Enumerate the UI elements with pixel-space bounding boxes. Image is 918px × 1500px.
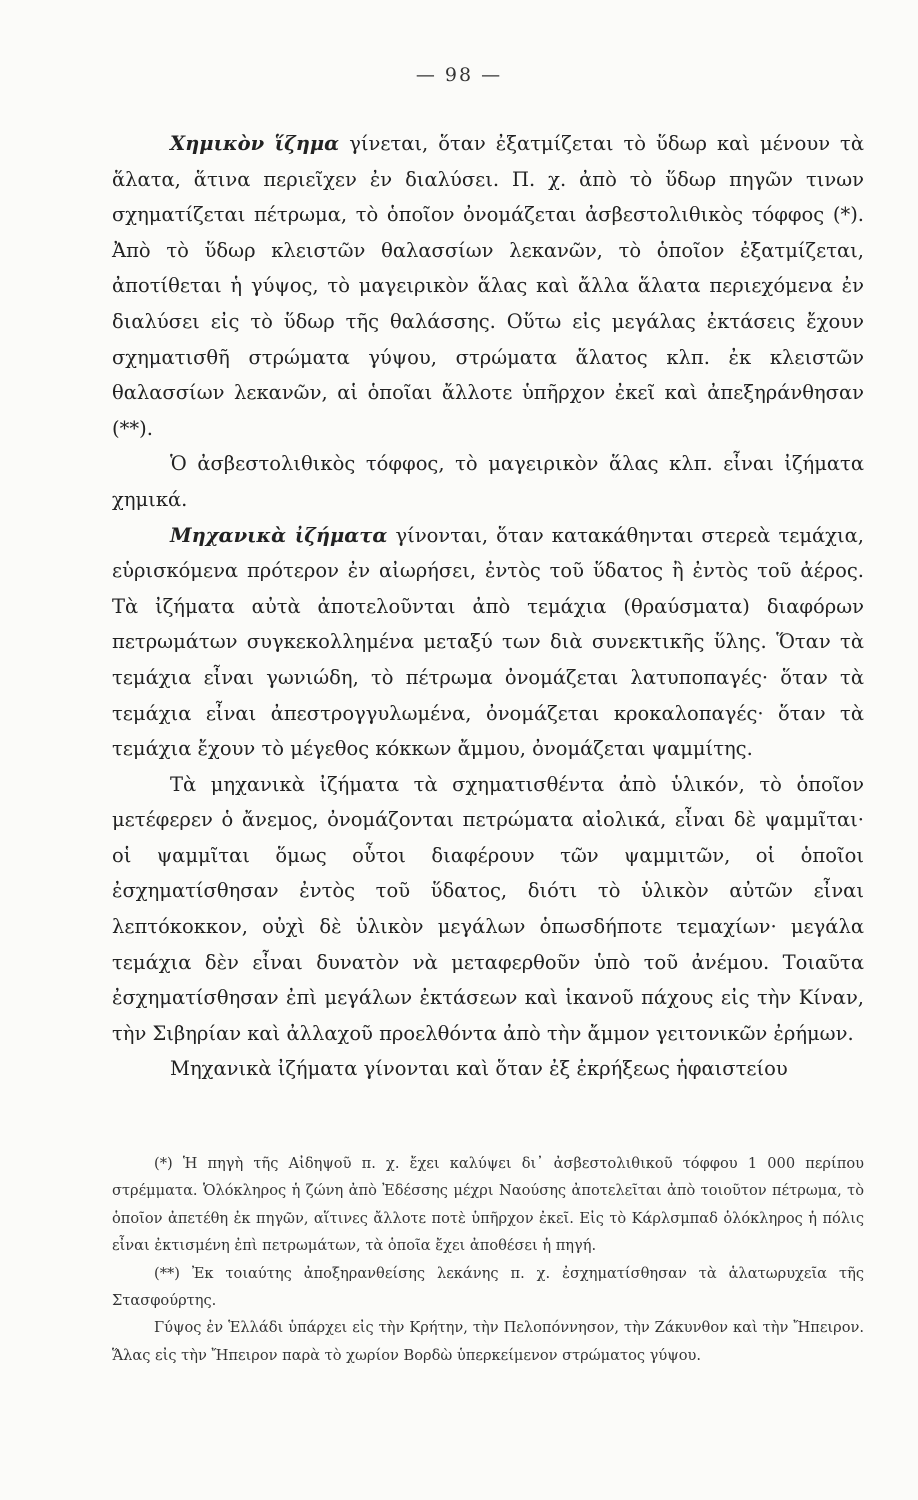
paragraph-chemical-sediment xyxy=(112,126,864,446)
paragraph-text: Ὁ ἀσβεστολιθικὸς τόφφος, τὸ μαγειρικὸν ἅλας κλπ. εἶναι ἰζήματα χημικά. xyxy=(112,452,864,511)
paragraph-text: Τὰ μηχανικὰ ἰζήματα τὰ σχηματισθέντα ἀπὸ ὑλικόν, τὸ ὁποῖον μετέφερεν ὁ ἄνεμος, ὀνομάζονται πετρώματα αἰολικά, εἶναι δὲ ψαμμῖται· οἱ ψαμμῖται ὅμως οὗτοι διαφέρουν τῶν ψαμμιτῶν, οἱ ὁποῖοι ἐσχηματίσθησαν ἐντὸς τοῦ ὕδατος, διότι τὸ ὑλικὸν αὐτῶν εἶναι λεπτόκοκκον, οὐχὶ δὲ ὑλικὸν μεγάλων ὁπωσδήποτε τεμαχίων· μεγάλα τεμάχια δὲν εἶναι δυνατὸν νὰ μεταφερθοῦν ὑπὸ τοῦ ἀνέμου. Τοιαῦτα ἐσχηματίσθησαν ἐπὶ μεγάλων ἐκτάσεων καὶ ἱκανοῦ πάχους εἰς τὴν Κίναν, τὴν Σιβηρίαν καὶ ἀλλαχοῦ προελθόντα ἀπὸ τὴν ἄμμον γειτονικῶν ἐρήμων. xyxy=(112,772,864,1045)
paragraph-mechanical-sediment xyxy=(112,518,864,767)
term-mechanical-sediment: Μηχανικὰ ἰζήματα xyxy=(170,523,388,547)
paragraph-aeolian-sediment xyxy=(112,767,864,1052)
paragraph-text: Μηχανικὰ ἰζήματα γίνονται καὶ ὅταν ἐξ ἐκρήξεως ἡφαιστείου xyxy=(170,1057,788,1081)
footnotes xyxy=(112,1150,864,1369)
footnote-3: Γύψος ἐν Ἑλλάδι ὑπάρχει εἰς τὴν Κρήτην, τὴν Πελοπόννησον, τὴν Ζάκυνθον καὶ τὴν Ἤπειρον. Ἅλας εἰς τὴν Ἤπειρον παρὰ τὸ χωρίον Βορδὼ ὑπερκείμενον στρώματος γύψου. xyxy=(112,1319,864,1364)
paragraph-volcanic-sediment xyxy=(112,1051,864,1087)
term-chemical-sediment: Χημικὸν ἵζημα xyxy=(170,132,340,155)
body-text xyxy=(112,126,864,1087)
paragraph-text: γίνονται, ὅταν κατακάθηνται στερεὰ τεμάχια, εὑρισκόμενα πρότερον ἐν αἰωρήσει, ἐντὸς τοῦ ὕδατος ἢ ἐντὸς τοῦ ἀέρος. Τὰ ἰζήματα αὐτὰ ἀποτελοῦνται ἀπὸ τεμάχια (θραύσματα) διαφόρων πετρωμάτων συγκεκολλημένα μεταξύ των διὰ συνεκτικῆς ὕλης. Ὅταν τὰ τεμάχια εἶναι γωνιώδη, τὸ πέτρωμα ὀνομάζεται λατυποπαγές· ὅταν τὰ τεμάχια εἶναι ἀπεστρογγυλωμένα, ὀνομάζεται κροκαλοπαγές· ὅταν τὰ τεμάχια ἔχουν τὸ μέγεθος κόκκων ἄμμου, ὀνομάζεται ψαμμίτης. xyxy=(112,523,864,761)
paragraph-chemical-examples xyxy=(112,446,864,517)
footnote-2: (**) Ἐκ τοιαύτης ἀποξηρανθείσης λεκάνης π. χ. ἐσχηματίσθησαν τὰ ἁλατωρυχεῖα τῆς Στασφούρτης. xyxy=(112,1264,864,1310)
footnote-1: (*) Ἡ πηγὴ τῆς Αἰδηψοῦ π. χ. ἔχει καλύψει δι᾽ ἀσβεστολιθικοῦ τόφφου 1 000 περίπου στρέμματα. Ὁλόκληρος ἡ ζώνη ἀπὸ Ἐδέσσης μέχρι Ναούσης ἀποτελεῖται ἀπὸ τοιοῦτον πέτρωμα, τὸ ὁποῖον ἀπετέθη ἐκ πηγῶν, αἵτινες ἄλλοτε ποτὲ ὑπῆρχον ἐκεῖ. Εἰς τὸ Κάρλσμπαδ ὁλόκληρος ἡ πόλις εἶναι ἐκτισμένη ἐπὶ πετρωμάτων, τὰ ὁποῖα ἔχει ἀποθέσει ἡ πηγή. xyxy=(112,1155,864,1255)
page-number: — 98 — xyxy=(415,64,503,86)
paragraph-text: γίνεται, ὅταν ἐξατμίζεται τὸ ὕδωρ καὶ μένουν τὰ ἅλατα, ἅτινα περιεῖχεν ἐν διαλύσει. Π. χ. ἀπὸ τὸ ὕδωρ πηγῶν τινων σχηματίζεται πέτρωμα, τὸ ὁποῖον ὀνομάζεται ἀσβεστολιθικὸς τόφφος (*). Ἀπὸ τὸ ὕδωρ κλειστῶν θαλασσίων λεκανῶν, τὸ ὁποῖον ἐξατμίζεται, ἀποτίθεται ἡ γύψος, τὸ μαγειρικὸν ἅλας καὶ ἄλλα ἅλατα περιεχόμενα ἐν διαλύσει εἰς τὸ ὕδωρ τῆς θαλάσσης. Οὕτω εἰς μεγάλας ἐκτάσεις ἔχουν σχηματισθῆ στρώματα γύψου, στρώματα ἅλατος κλπ. ἐκ κλειστῶν θαλασσίων λεκανῶν, αἱ ὁποῖαι ἄλλοτε ὑπῆρχον ἐκεῖ καὶ ἀπεξηράνθησαν (**). xyxy=(112,132,864,440)
